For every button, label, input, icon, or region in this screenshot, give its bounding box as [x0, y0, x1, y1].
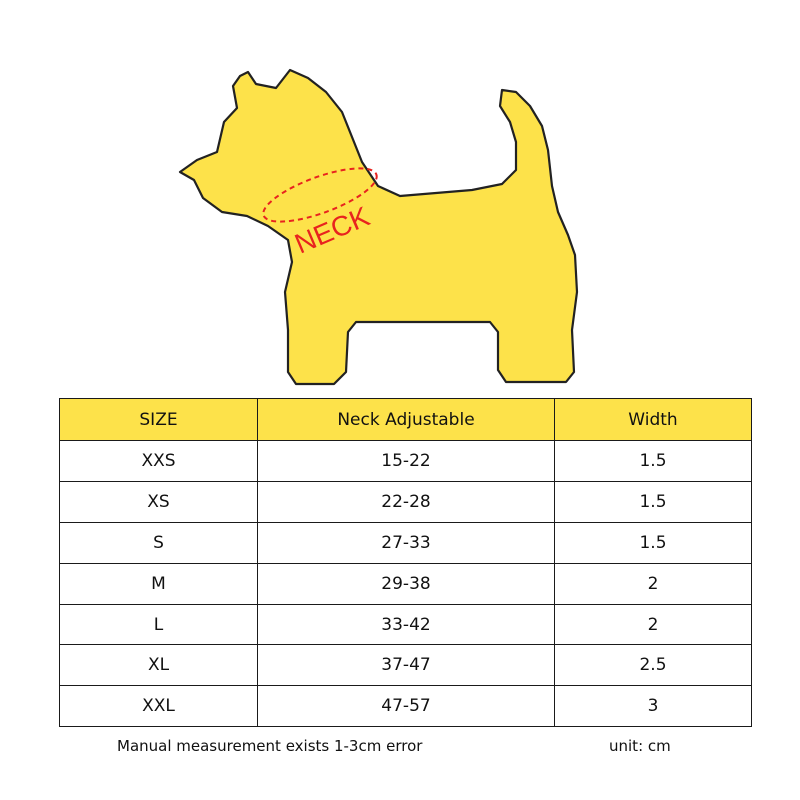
cell-size: XXL: [60, 686, 258, 727]
cell-width: 1.5: [555, 441, 752, 482]
dog-body-shape: [180, 70, 577, 384]
table-row: [60, 481, 752, 522]
cell-neck: 33-42: [258, 604, 555, 645]
cell-size: M: [60, 563, 258, 604]
dog-silhouette-icon: [0, 0, 800, 395]
table-row: [60, 686, 752, 727]
size-chart-table: [59, 398, 752, 727]
table-row: [60, 604, 752, 645]
measurement-note: Manual measurement exists 1-3cm error: [117, 737, 423, 755]
cell-neck: 47-57: [258, 686, 555, 727]
table-header-row: [60, 399, 752, 441]
cell-neck: 37-47: [258, 645, 555, 686]
cell-size: L: [60, 604, 258, 645]
cell-neck: 15-22: [258, 441, 555, 482]
cell-size: XS: [60, 481, 258, 522]
cell-size: XL: [60, 645, 258, 686]
cell-width: 1.5: [555, 522, 752, 563]
cell-neck: 22-28: [258, 481, 555, 522]
cell-neck: 29-38: [258, 563, 555, 604]
cell-neck: 27-33: [258, 522, 555, 563]
cell-width: 2: [555, 563, 752, 604]
cell-width: 1.5: [555, 481, 752, 522]
unit-note: unit: cm: [609, 737, 671, 755]
cell-width: 2: [555, 604, 752, 645]
table-row: [60, 441, 752, 482]
cell-width: 2.5: [555, 645, 752, 686]
cell-width: 3: [555, 686, 752, 727]
cell-size: XXS: [60, 441, 258, 482]
cell-size: S: [60, 522, 258, 563]
table-row: [60, 522, 752, 563]
header-neck-adjustable: Neck Adjustable: [258, 399, 555, 441]
dog-illustration: [0, 0, 800, 395]
neck-label: NECK: [290, 200, 374, 260]
header-width: Width: [555, 399, 752, 441]
header-size: SIZE: [60, 399, 258, 441]
table-row: [60, 645, 752, 686]
table-row: [60, 563, 752, 604]
